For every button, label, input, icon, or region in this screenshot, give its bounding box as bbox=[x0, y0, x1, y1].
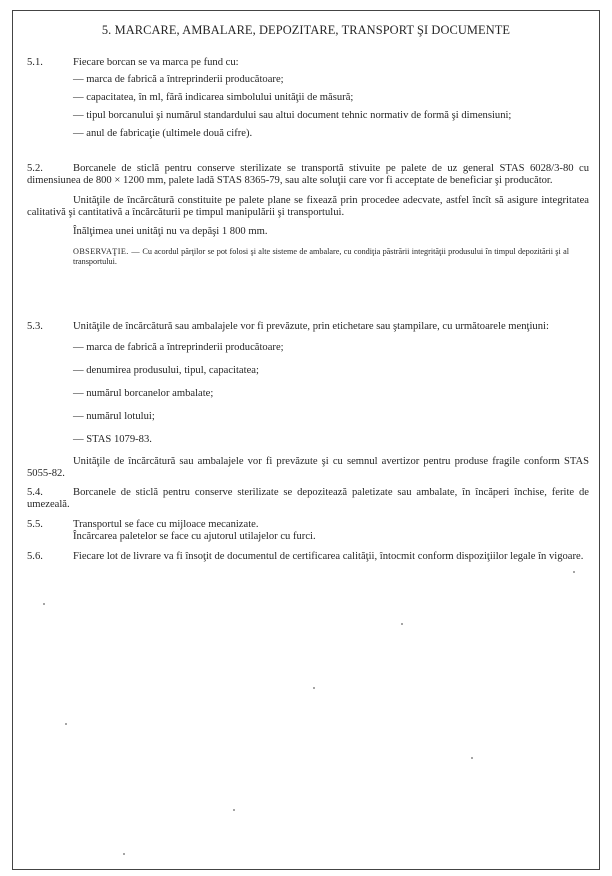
scan-speck bbox=[401, 623, 403, 625]
section-number: 5.3. bbox=[27, 321, 43, 332]
scan-speck bbox=[43, 603, 45, 605]
section-5-5 bbox=[27, 519, 589, 543]
section-paragraph: Încărcarea paletelor se face cu ajutorul utilajelor cu furci. bbox=[73, 531, 316, 542]
section-paragraph: Fiecare lot de livrare va fi însoţit de documentul de certificarea calităţii, întocmit conform dispoziţiilor legale în vigoare. bbox=[73, 551, 584, 562]
scan-speck bbox=[573, 571, 575, 573]
section-5-6 bbox=[27, 551, 589, 563]
section-5-3 bbox=[27, 321, 589, 480]
observation-label: OBSERVAŢIE. — bbox=[73, 247, 141, 256]
section-paragraph: Înălţimea unei unităţi nu va depăşi 1 800 mm. bbox=[73, 226, 268, 237]
list-item: — marca de fabrică a întreprinderii producătoare; bbox=[73, 342, 284, 353]
list-item: — numărul lotului; bbox=[73, 411, 155, 422]
section-number: 5.5. bbox=[27, 519, 43, 530]
section-intro: Fiecare borcan se va marca pe fund cu: bbox=[73, 57, 239, 68]
section-5-4 bbox=[27, 487, 589, 511]
section-paragraph: Borcanele de sticlă pentru conserve sterilizate se depozitează paletizate sau ambalate, în încăperi închise, ferite de umezeală. bbox=[27, 487, 589, 510]
section-number: 5.4. bbox=[27, 487, 43, 498]
section-paragraph: Transportul se face cu mijloace mecanizate. bbox=[73, 519, 259, 530]
scan-speck bbox=[123, 853, 125, 855]
section-5-1 bbox=[27, 57, 589, 140]
scan-speck bbox=[233, 809, 235, 811]
chapter-title: 5. MARCARE, AMBALARE, DEPOZITARE, TRANSPORT ŞI DOCUMENTE bbox=[101, 23, 511, 37]
scan-speck bbox=[65, 723, 67, 725]
list-item: — numărul borcanelor ambalate; bbox=[73, 388, 214, 399]
observation-note bbox=[73, 247, 569, 267]
section-number: 5.6. bbox=[27, 551, 43, 562]
scan-speck bbox=[313, 687, 315, 689]
section-number: 5.2. bbox=[27, 163, 43, 174]
scan-speck bbox=[471, 757, 473, 759]
list-item: — marca de fabrică a întreprinderii producătoare; bbox=[73, 74, 284, 85]
list-item: — anul de fabricaţie (ultimele două cifre). bbox=[73, 128, 253, 139]
section-paragraph: Borcanele de sticlă pentru conserve sterilizate se transportă stivuite pe palete de uz general STAS 6028/3-80 cu dimensiunea de 800 × 1200 mm, palete ladă STAS 8365-79, sau alte soluţii care vor fi acceptate de beneficiar şi producător. bbox=[27, 163, 589, 186]
section-number: 5.1. bbox=[27, 57, 43, 68]
observation-text: Cu acordul părţilor se pot folosi şi alte sisteme de ambalare, cu condiţia păstrării integrităţii produsului în timpul depozitării şi al transportului. bbox=[73, 247, 570, 266]
list-item: — STAS 1079-83. bbox=[73, 434, 152, 445]
section-5-2 bbox=[27, 163, 589, 267]
list-item: — tipul borcanului şi numărul standardului sau altui document tehnic normativ de formă şi dimensiuni; bbox=[73, 110, 512, 121]
document-page bbox=[12, 10, 600, 870]
section-paragraph: Unităţile de încărcătură sau ambalajele vor fi prevăzute şi cu semnul avertizor pentru produse fragile conform STAS 5055-82. bbox=[27, 456, 589, 479]
list-item: — denumirea produsului, tipul, capacitatea; bbox=[73, 365, 259, 376]
section-intro: Unităţile de încărcătură sau ambalajele vor fi prevăzute, prin etichetare sau ştampilare, cu următoarele menţiuni: bbox=[73, 321, 549, 332]
list-item: — capacitatea, în ml, fără indicarea simbolului unităţii de măsură; bbox=[73, 92, 354, 103]
section-paragraph: Unităţile de încărcătură constituite pe palete plane se fixează prin procedee adecvate, astfel încît să asigure integritatea calitativă şi cantitativă a încărcăturii pe timpul manipulării şi transportului. bbox=[27, 195, 589, 218]
